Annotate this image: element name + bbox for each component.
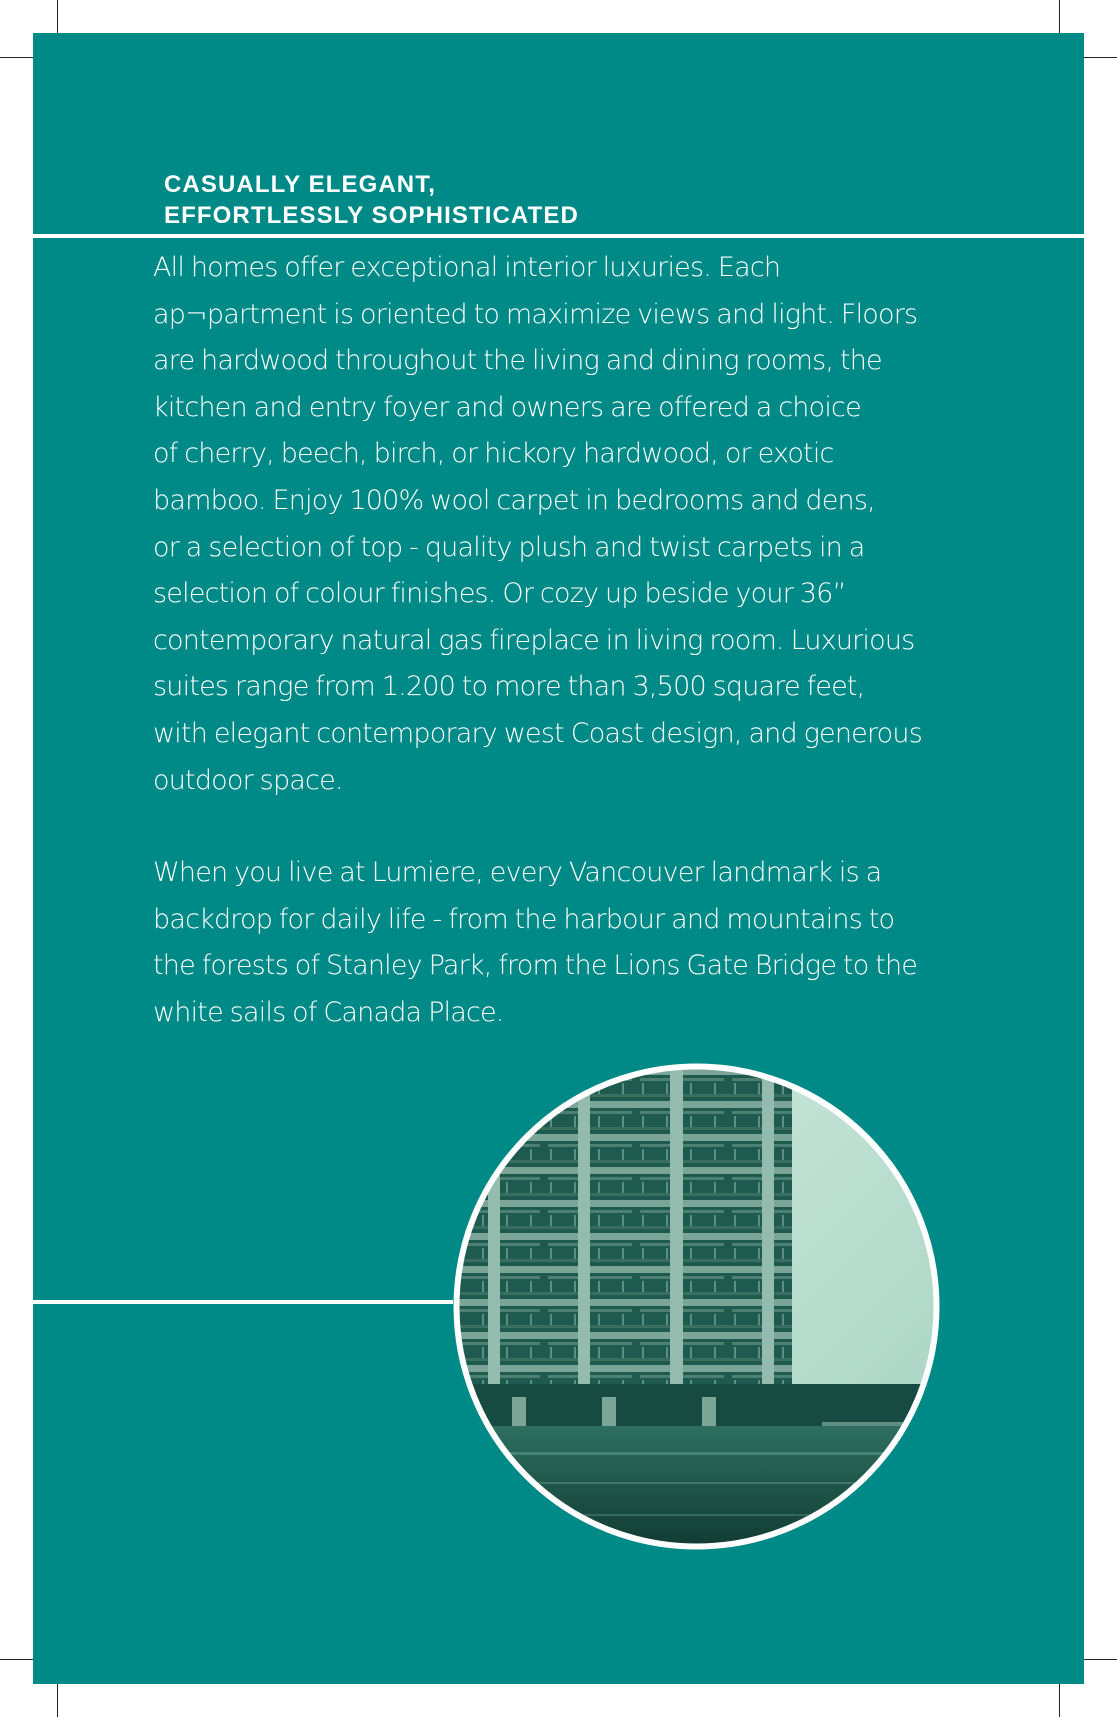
text-line: backdrop for daily life - from the harbour and mountains to: [153, 903, 895, 935]
text-line: suites range from 1.200 to more than 3,500 square feet,: [153, 671, 865, 703]
text-line: with elegant contemporary west Coast design, and generous: [153, 717, 922, 749]
text-line: of cherry, beech, birch, or hickory hardwood, or exotic: [153, 438, 834, 470]
heading-line-2: EFFORTLESSLY SOPHISTICATED: [164, 202, 579, 229]
text-line: outdoor space.: [153, 764, 343, 796]
text-line: When you live at Lumiere, every Vancouver landmark is a: [153, 857, 882, 889]
text-line: white sails of Canada Place.: [153, 996, 504, 1028]
page-heading: [164, 169, 579, 231]
text-line: kitchen and entry foyer and owners are offered a choice: [153, 391, 861, 423]
building-photo-illustration: [452, 1062, 941, 1551]
divider-rule-bottom: [33, 1300, 453, 1304]
divider-rule-top: [33, 234, 1084, 238]
text-line: are hardwood throughout the living and dining rooms, the: [153, 345, 882, 377]
building-photo: [452, 1062, 941, 1551]
text-line: the forests of Stanley Park, from the Lions Gate Bridge to the: [153, 950, 918, 982]
text-line: or a selection of top - quality plush and twist carpets in a: [153, 531, 865, 563]
text-line: All homes offer exceptional interior luxuries. Each: [153, 252, 781, 283]
paragraph-landmarks: [153, 850, 1013, 1036]
brochure-panel: [33, 33, 1084, 1684]
text-line: contemporary natural gas fireplace in living room. Luxurious: [153, 624, 915, 656]
body-text: [153, 245, 1013, 1037]
text-line: bamboo. Enjoy 100% wool carpet in bedrooms and dens,: [153, 484, 875, 516]
text-line: selection of colour finishes. Or cozy up beside your 36”: [153, 578, 846, 610]
heading-line-1: CASUALLY ELEGANT,: [164, 171, 437, 198]
paragraph-interiors: [153, 245, 1013, 804]
text-line: ap¬partment is oriented to maximize views and light. Floors: [153, 298, 918, 330]
